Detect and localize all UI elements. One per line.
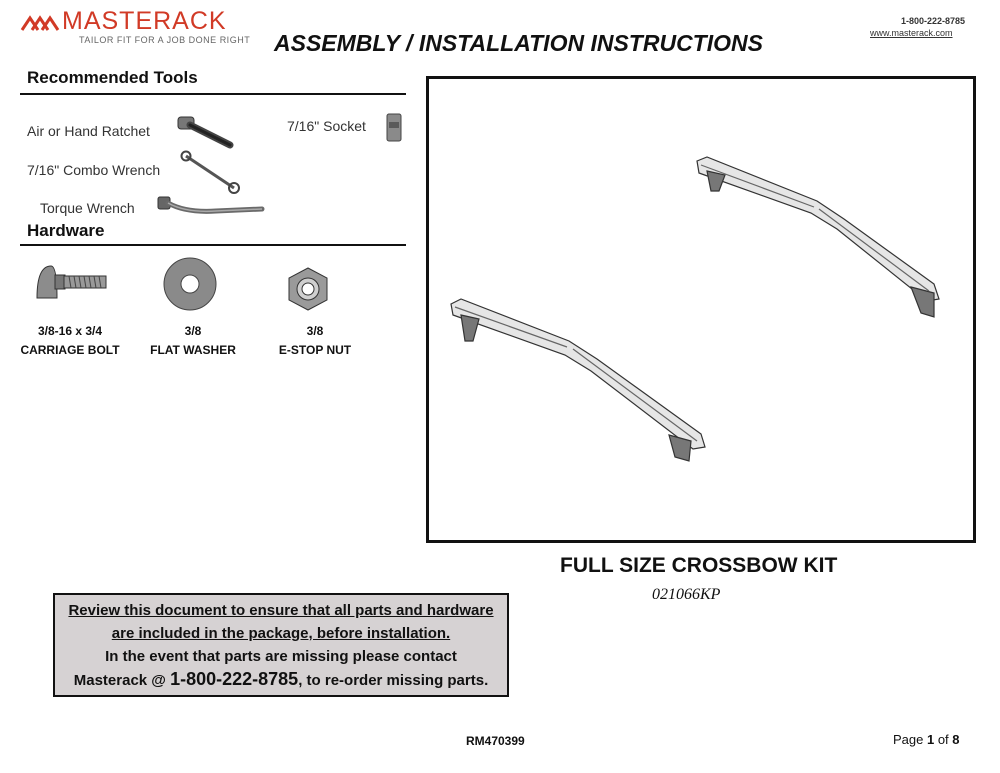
brand-tagline: TAILOR FIT FOR A JOB DONE RIGHT [79, 35, 251, 45]
hardware-name: E-STOP NUT [278, 343, 352, 357]
header-phone: 1-800-222-8785 [901, 16, 966, 26]
hardware-item-flat-washer [128, 322, 258, 360]
page-of: of [934, 732, 953, 747]
estop-nut-icon [285, 266, 331, 312]
product-code: 021066KP [652, 586, 721, 603]
socket-icon [384, 112, 404, 144]
crossbow-illustration [429, 79, 973, 540]
tool-label-torque-wrench: Torque Wrench [40, 200, 135, 216]
tool-label-ratchet: Air or Hand Ratchet [27, 123, 150, 139]
tools-divider [20, 93, 406, 95]
ratchet-icon [174, 113, 236, 151]
flat-washer-icon [162, 256, 218, 312]
hardware-size: 3/8-16 x 3/4 [37, 324, 103, 338]
hardware-divider [20, 244, 406, 246]
notice-line-4-post: , to re-order missing parts. [298, 672, 489, 689]
document-id: RM470399 [466, 734, 525, 748]
tool-label-combo-wrench: 7/16" Combo Wrench [27, 162, 161, 178]
wrench-icon [178, 150, 242, 194]
hardware-size: 3/8 [184, 324, 202, 338]
hardware-item-estop-nut [250, 322, 380, 360]
notice-line-3: In the event that parts are missing please contact [105, 648, 457, 665]
page-total: 8 [952, 732, 960, 747]
notice-line-4 [55, 668, 507, 692]
crossbow-figure [426, 76, 976, 543]
notice-phone: 1-800-222-8785 [170, 669, 299, 689]
page-current: 1 [926, 732, 935, 747]
hardware-name: CARRIAGE BOLT [20, 343, 120, 357]
header-website-link[interactable]: www.masterack.com [870, 28, 953, 38]
hardware-item-carriage-bolt [5, 322, 135, 360]
page-title: ASSEMBLY / INSTALLATION INSTRUCTIONS [274, 30, 763, 56]
tool-label-socket: 7/16" Socket [287, 118, 366, 134]
hardware-size: 3/8 [306, 324, 324, 338]
hardware-name: FLAT WASHER [150, 343, 236, 357]
notice-line-1: Review this document to ensure that all parts and hardware [68, 602, 494, 619]
carriage-bolt-icon [33, 262, 109, 302]
page-number [893, 732, 960, 747]
crossbow-front [451, 299, 705, 461]
notice-line-4-pre: Masterack @ [73, 672, 171, 689]
missing-parts-notice [53, 593, 509, 697]
product-title: FULL SIZE CROSSBOW KIT [560, 554, 838, 577]
brand-name: MASTERACK [62, 7, 227, 35]
hardware-section-title: Hardware [27, 221, 105, 240]
notice-line-2: are included in the package, before installation. [111, 625, 451, 642]
masterack-logo-icon [20, 10, 60, 38]
torque-wrench-icon [156, 193, 266, 219]
page-prefix: Page [893, 732, 927, 747]
crossbow-rear [697, 157, 939, 317]
tools-section-title: Recommended Tools [27, 68, 198, 87]
